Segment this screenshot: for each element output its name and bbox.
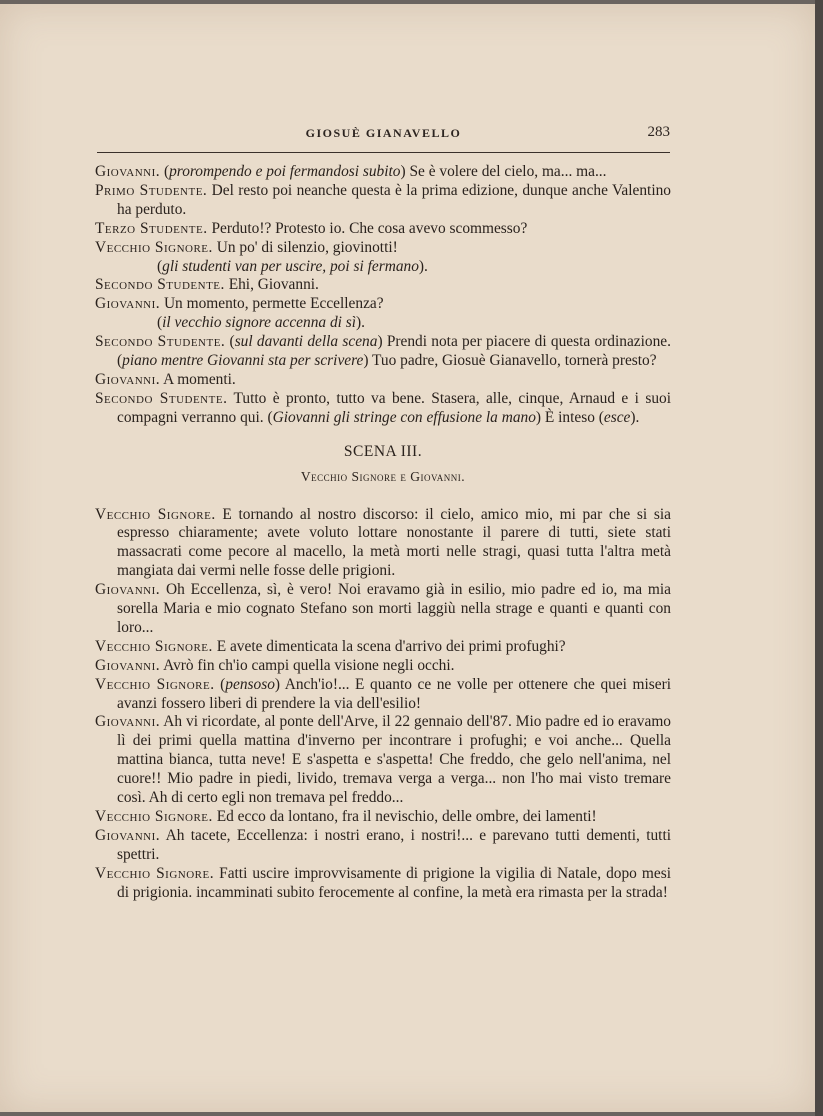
speech-text: Ah vi ricordate, al ponte dell'Arve, il 22 gennaio dell'87. Mio padre ed io eravamo lì dei primi quella mattina d'inverno per incontrare i profughi; e voi anche... Quella mattina bianca, tutta neve! E s'aspetta e s'aspetta! Che freddo, che gelo nell'anima, nel cuore!! Mio padre in piedi, livido, tremava verga a verga... non l'ho mai visto tremare così. Ah di certo egli non tremava pel freddo... xyxy=(117,713,671,807)
dialogue-line xyxy=(95,506,671,582)
speech-text: ). xyxy=(630,408,640,426)
dialogue-block-2 xyxy=(95,506,671,903)
dialogue-line xyxy=(95,713,671,808)
dialogue-line xyxy=(95,220,671,239)
stage-direction xyxy=(95,258,671,277)
stage-direction-text: Giovanni gli stringe con effusione la mano xyxy=(272,408,536,426)
speech-text: ( xyxy=(160,163,170,180)
dialogue-line xyxy=(95,182,671,220)
speaker-name: Giovanni. xyxy=(95,581,161,599)
speech-text: ) Anch'io!... E quanto ce ne volle per ottenere che quei miseri avanzi fossero liberi di prendere la via dell'esilio! xyxy=(117,675,671,712)
speaker-name: Vecchio Signore. xyxy=(95,505,216,523)
speaker-name: Vecchio Signore. xyxy=(95,808,213,825)
dialogue-line xyxy=(95,657,671,676)
running-head: GIOSUÈ GIANAVELLO xyxy=(305,126,462,140)
speech-text: Ed ecco da lontano, fra il nevischio, delle ombre, dei lamenti! xyxy=(212,808,597,825)
page-header xyxy=(97,122,670,153)
speech-text: A momenti. xyxy=(160,370,236,388)
dialogue-line xyxy=(95,638,671,657)
speech-text: Oh Eccellenza, sì, è vero! Noi eravamo già in esilio, mio padre ed io, ma mia sorella Maria e mio cognato Stefano son morti laggiù nella strage e quanti e quanti con loro... xyxy=(117,581,671,636)
speaker-name: Terzo Studente. xyxy=(95,219,208,237)
stage-direction-text: prorompendo e poi fermandosi subito xyxy=(169,163,401,180)
speaker-name: Secondo Studente. xyxy=(95,276,225,294)
speech-text: E avete dimenticata la scena d'arrivo dei primi profughi? xyxy=(212,637,566,655)
speaker-name: Vecchio Signore. xyxy=(95,864,215,882)
speaker-name: Secondo Studente. xyxy=(95,389,228,407)
dialogue-line xyxy=(95,333,671,371)
speech-text: Avrò fin ch'io campi quella visione negli occhi. xyxy=(160,656,455,674)
dialogue-block-1 xyxy=(95,163,671,428)
stage-direction-text: piano mentre Giovanni sta per scrivere xyxy=(122,352,364,370)
book-page xyxy=(0,4,815,1112)
speech-text: ) È inteso ( xyxy=(535,408,604,426)
speaker-name: Giovanni. xyxy=(95,370,161,388)
stage-direction xyxy=(95,314,671,333)
scene-title: SCENA III. xyxy=(343,442,423,460)
dialogue-line xyxy=(95,865,671,903)
speaker-name: Secondo Studente. xyxy=(95,333,226,351)
speech-text: ( xyxy=(214,675,226,693)
speaker-name: Giovanni. xyxy=(95,713,161,731)
speaker-name: Giovanni. xyxy=(95,163,161,180)
speech-text: Perduto!? Protesto io. Che cosa avevo scommesso? xyxy=(207,219,528,237)
speech-text: Fatti uscire improvvisamente di prigione la vigilia di Natale, dopo mesi di prigionia. incamminati subito ferocemente al confine, la metà era rimasta per la strada! xyxy=(117,864,671,901)
speech-text: ). xyxy=(356,314,366,332)
speech-text: ) Tuo padre, Giosuè Gianavello, tornerà presto? xyxy=(363,352,657,370)
dialogue-line xyxy=(95,676,671,714)
speaker-name: Giovanni. xyxy=(95,295,161,313)
speech-text: ) Prendi nota per piacere di questa ordinazione. ( xyxy=(117,333,671,370)
stage-direction-text: pensoso xyxy=(225,675,275,693)
speech-text: ( xyxy=(157,257,163,275)
speech-text: ). xyxy=(418,257,428,275)
speaker-name: Primo Studente. xyxy=(95,181,208,199)
dialogue-line xyxy=(95,163,671,182)
page-edge xyxy=(815,0,823,1116)
dialogue-line xyxy=(95,276,671,295)
speech-text: Del resto poi neanche questa è la prima edizione, dunque anche Valentino ha perduto. xyxy=(117,181,672,218)
stage-direction-text: gli studenti van per uscire, poi si fermano xyxy=(162,257,419,275)
play-text xyxy=(95,163,671,903)
speech-text: E tornando al nostro discorso: il cielo, amico mio, mi par che si sia espresso chiaramente; avete voluto lottare nonostante il parere di tutti, siete stati massacrati come pecore al macello, la metà morti nelle stragi, quasi tutta l'altra metà mangiata dai vermi nelle fosse delle prigioni. xyxy=(117,505,671,580)
dialogue-line xyxy=(95,808,671,827)
scene-characters: Vecchio Signore e Giovanni. xyxy=(300,468,466,484)
dialogue-line xyxy=(95,239,671,258)
speech-text: Un momento, permette Eccellenza? xyxy=(160,295,384,313)
speaker-name: Vecchio Signore. xyxy=(95,675,215,693)
speaker-name: Vecchio Signore. xyxy=(95,238,213,256)
speaker-name: Giovanni. xyxy=(95,656,161,674)
speaker-name: Vecchio Signore. xyxy=(95,637,213,655)
stage-direction-text: il vecchio signore accenna di sì xyxy=(162,314,357,332)
stage-direction-text: sul davanti della scena xyxy=(234,333,378,351)
speech-text: Ah tacete, Eccellenza: i nostri erano, i nostri!... e parevano tutti dementi, tutti spettri. xyxy=(117,826,671,863)
speech-text: ( xyxy=(225,333,235,351)
speech-text: ( xyxy=(157,314,163,332)
page-number: 283 xyxy=(647,124,670,140)
stage-direction-text: esce xyxy=(603,408,631,426)
dialogue-line xyxy=(95,371,671,390)
speech-text: Un po' di silenzio, giovinotti! xyxy=(212,238,398,256)
speech-text: Tutto è pronto, tutto va bene. Stasera, alle, cinque, Arnaud e i suoi compagni verranno qui. ( xyxy=(117,389,671,426)
dialogue-line xyxy=(95,295,671,314)
dialogue-line xyxy=(95,827,671,865)
dialogue-line xyxy=(95,581,671,638)
speech-text: ) Se è volere del cielo, ma... ma... xyxy=(400,163,607,180)
speech-text: Ehi, Giovanni. xyxy=(224,276,319,294)
speaker-name: Giovanni. xyxy=(95,826,161,844)
dialogue-line xyxy=(95,390,671,428)
